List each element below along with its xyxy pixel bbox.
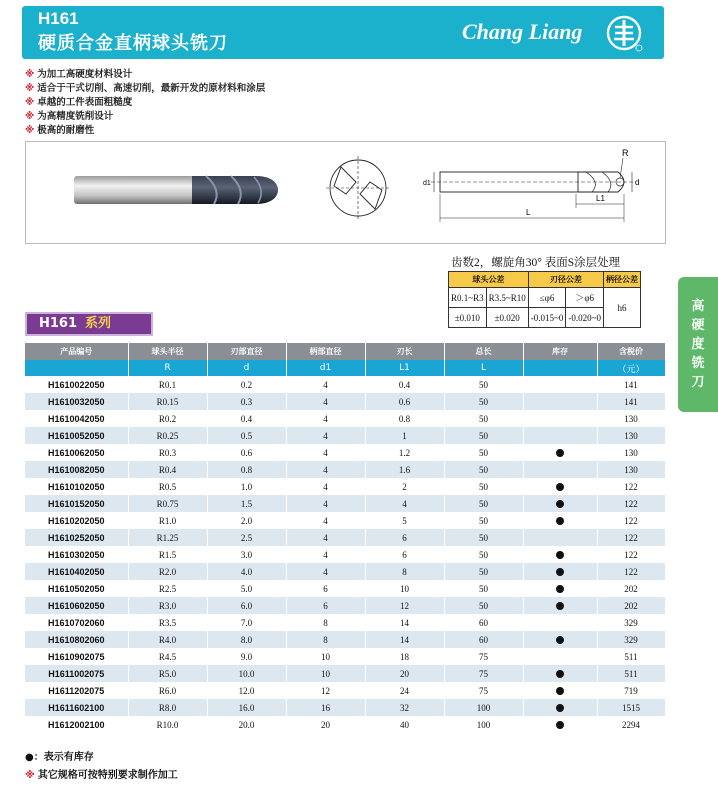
feature-mark: ※ bbox=[25, 97, 35, 108]
table-cell: 2294 bbox=[597, 716, 665, 733]
table-cell: 122 bbox=[597, 512, 665, 529]
table-cell: 1 bbox=[365, 427, 444, 444]
table-cell: 511 bbox=[597, 648, 665, 665]
table-cell: 4 bbox=[286, 427, 365, 444]
stock-cell bbox=[523, 410, 597, 427]
label-L: L bbox=[526, 208, 531, 217]
table-row bbox=[25, 410, 665, 427]
table-cell: 4 bbox=[286, 444, 365, 461]
tolerance-table bbox=[448, 271, 641, 328]
stock-cell bbox=[523, 512, 597, 529]
tol-head-ball: 球头公差 bbox=[449, 272, 529, 288]
table-cell: 4 bbox=[286, 495, 365, 512]
tolerance-note: 齿数2，螺旋角30° 表面S涂层处理 bbox=[451, 257, 621, 269]
table-cell: 9.0 bbox=[207, 648, 286, 665]
table-cell: R0.2 bbox=[128, 410, 207, 427]
product-title: 硬质合金直柄球头铣刀 bbox=[38, 33, 228, 54]
feature-item: ※ 极高的耐磨性 bbox=[25, 125, 95, 136]
column-header: 含税价 bbox=[597, 343, 665, 360]
stock-cell bbox=[523, 376, 597, 393]
product-code-cell: H1610302050 bbox=[25, 546, 128, 563]
table-cell: R2.0 bbox=[128, 563, 207, 580]
tool-drawings bbox=[26, 142, 665, 243]
table-row bbox=[25, 444, 665, 461]
feature-item: ※ 适合于干式切削、高速切削，最新开发的原材料和涂层 bbox=[25, 83, 266, 94]
table-cell: R1.5 bbox=[128, 546, 207, 563]
label-L1: L1 bbox=[596, 194, 605, 203]
table-cell: 511 bbox=[597, 665, 665, 682]
stock-cell bbox=[523, 563, 597, 580]
feature-mark: ※ bbox=[25, 111, 35, 122]
table-cell: 4 bbox=[286, 410, 365, 427]
tol-head-blade: 刃径公差 bbox=[528, 272, 603, 288]
table-row bbox=[25, 682, 665, 699]
tool-drawing-panel bbox=[25, 141, 666, 244]
table-cell: 4 bbox=[286, 529, 365, 546]
table-cell: 130 bbox=[597, 427, 665, 444]
tol-cell: -0.020~0 bbox=[566, 308, 604, 328]
table-cell: 20 bbox=[365, 665, 444, 682]
table-row bbox=[25, 393, 665, 410]
in-stock-dot-icon bbox=[556, 670, 564, 678]
table-cell: 4 bbox=[286, 512, 365, 529]
label-R: R bbox=[622, 148, 629, 158]
table-cell: R6.0 bbox=[128, 682, 207, 699]
table-cell: 50 bbox=[444, 529, 523, 546]
table-row bbox=[25, 716, 665, 733]
stock-cell bbox=[523, 546, 597, 563]
column-symbol: （元） bbox=[597, 360, 665, 376]
stock-cell bbox=[523, 529, 597, 546]
feature-mark: ※ bbox=[25, 125, 35, 136]
column-symbol: d bbox=[207, 360, 286, 376]
table-row bbox=[25, 376, 665, 393]
custom-footnote: ※ 其它规格可按特别要求制作加工 bbox=[25, 770, 178, 781]
column-symbol: d1 bbox=[286, 360, 365, 376]
column-header: 刃部直径 bbox=[207, 343, 286, 360]
table-cell: 122 bbox=[597, 529, 665, 546]
table-cell: R10.0 bbox=[128, 716, 207, 733]
in-stock-dot-icon bbox=[556, 687, 564, 695]
table-cell: 12 bbox=[286, 682, 365, 699]
stock-cell bbox=[523, 699, 597, 716]
table-cell: 4 bbox=[286, 478, 365, 495]
table-cell: 60 bbox=[444, 614, 523, 631]
table-cell: 14 bbox=[365, 614, 444, 631]
in-stock-dot-icon bbox=[556, 568, 564, 576]
table-cell: 8 bbox=[365, 563, 444, 580]
column-header: 产品编号 bbox=[25, 343, 128, 360]
table-row bbox=[25, 546, 665, 563]
tool-end-view bbox=[326, 156, 390, 220]
stock-footnote: ●：表示有库存 bbox=[25, 752, 94, 763]
brand-logo-icon bbox=[605, 14, 643, 52]
in-stock-dot-icon bbox=[556, 500, 564, 508]
product-code-cell: H1612002100 bbox=[25, 716, 128, 733]
table-cell: R0.3 bbox=[128, 444, 207, 461]
stock-cell bbox=[523, 682, 597, 699]
table-cell: 0.4 bbox=[365, 376, 444, 393]
label-d: d bbox=[635, 178, 640, 187]
table-cell: 8 bbox=[286, 614, 365, 631]
table-cell: 122 bbox=[597, 478, 665, 495]
table-cell: 16 bbox=[286, 699, 365, 716]
table-cell: 5 bbox=[365, 512, 444, 529]
table-cell: 50 bbox=[444, 444, 523, 461]
table-row bbox=[25, 563, 665, 580]
table-cell: 24 bbox=[365, 682, 444, 699]
table-cell: 202 bbox=[597, 597, 665, 614]
product-code-cell: H1610022050 bbox=[25, 376, 128, 393]
tool-photo bbox=[74, 176, 278, 204]
table-cell: 100 bbox=[444, 699, 523, 716]
table-cell: 719 bbox=[597, 682, 665, 699]
table-cell: 0.5 bbox=[207, 427, 286, 444]
table-cell: 10 bbox=[365, 580, 444, 597]
column-symbol: L bbox=[444, 360, 523, 376]
label-d1: d1 bbox=[423, 180, 431, 187]
table-cell: R0.25 bbox=[128, 427, 207, 444]
table-cell: R3.0 bbox=[128, 597, 207, 614]
table-cell: 6 bbox=[286, 597, 365, 614]
table-cell: 122 bbox=[597, 546, 665, 563]
column-header: 刃长 bbox=[365, 343, 444, 360]
table-cell: 50 bbox=[444, 512, 523, 529]
in-stock-dot-icon bbox=[556, 636, 564, 644]
table-cell: 0.2 bbox=[207, 376, 286, 393]
side-category-tab[interactable]: 高 硬 度 铣 刀 bbox=[678, 277, 718, 412]
stock-cell bbox=[523, 495, 597, 512]
stock-cell bbox=[523, 427, 597, 444]
table-row bbox=[25, 631, 665, 648]
table-cell: 122 bbox=[597, 495, 665, 512]
feature-item: ※ 为高精度铣削设计 bbox=[25, 111, 114, 122]
table-cell: 4.0 bbox=[207, 563, 286, 580]
table-cell: 0.8 bbox=[365, 410, 444, 427]
column-header: 总长 bbox=[444, 343, 523, 360]
table-cell: 130 bbox=[597, 461, 665, 478]
table-cell: R0.5 bbox=[128, 478, 207, 495]
table-row bbox=[25, 665, 665, 682]
tol-cell: R0.1~R3 bbox=[449, 288, 487, 308]
table-cell: R2.5 bbox=[128, 580, 207, 597]
tol-cell: R3.5~R10 bbox=[486, 288, 528, 308]
product-code-cell: H1610052050 bbox=[25, 427, 128, 444]
table-cell: 3.0 bbox=[207, 546, 286, 563]
table-cell: 1.2 bbox=[365, 444, 444, 461]
table-cell: R5.0 bbox=[128, 665, 207, 682]
in-stock-dot-icon bbox=[556, 517, 564, 525]
table-row bbox=[25, 427, 665, 444]
stock-cell bbox=[523, 580, 597, 597]
product-code-cell: H1610042050 bbox=[25, 410, 128, 427]
tol-cell: ≤φ6 bbox=[528, 288, 566, 308]
product-code-cell: H1611002075 bbox=[25, 665, 128, 682]
table-cell: 50 bbox=[444, 410, 523, 427]
table-row bbox=[25, 648, 665, 665]
column-symbol bbox=[523, 360, 597, 376]
feature-item: ※ 卓越的工件表面粗糙度 bbox=[25, 97, 133, 108]
table-cell: 12 bbox=[365, 597, 444, 614]
table-cell: 50 bbox=[444, 495, 523, 512]
table-cell: R0.15 bbox=[128, 393, 207, 410]
table-row bbox=[25, 529, 665, 546]
table-cell: 6.0 bbox=[207, 597, 286, 614]
feature-item: ※ 为加工高硬度材料设计 bbox=[25, 69, 133, 80]
table-cell: 0.3 bbox=[207, 393, 286, 410]
product-code-cell: H1610202050 bbox=[25, 512, 128, 529]
in-stock-dot-icon bbox=[556, 585, 564, 593]
stock-cell bbox=[523, 648, 597, 665]
table-cell: 122 bbox=[597, 563, 665, 580]
table-cell: R0.75 bbox=[128, 495, 207, 512]
table-cell: R4.5 bbox=[128, 648, 207, 665]
table-row bbox=[25, 495, 665, 512]
table-cell: 4 bbox=[286, 461, 365, 478]
table-cell: 40 bbox=[365, 716, 444, 733]
table-cell: 20.0 bbox=[207, 716, 286, 733]
table-cell: 50 bbox=[444, 478, 523, 495]
header-banner bbox=[22, 6, 664, 59]
table-row bbox=[25, 580, 665, 597]
table-cell: R8.0 bbox=[128, 699, 207, 716]
table-row bbox=[25, 614, 665, 631]
table-cell: 32 bbox=[365, 699, 444, 716]
column-header: 球头半径 bbox=[128, 343, 207, 360]
table-cell: 0.8 bbox=[207, 461, 286, 478]
table-row bbox=[25, 478, 665, 495]
table-row bbox=[25, 512, 665, 529]
table-cell: 75 bbox=[444, 682, 523, 699]
tol-cell: h6 bbox=[604, 288, 641, 328]
table-cell: R3.5 bbox=[128, 614, 207, 631]
table-cell: 16.0 bbox=[207, 699, 286, 716]
column-header: 库存 bbox=[523, 343, 597, 360]
series-code: H161 bbox=[39, 316, 78, 331]
brand-name: Chang Liang bbox=[462, 19, 583, 44]
in-stock-dot-icon bbox=[556, 551, 564, 559]
table-cell: 20 bbox=[286, 716, 365, 733]
table-cell: 2 bbox=[365, 478, 444, 495]
column-symbol bbox=[25, 360, 128, 376]
product-code-cell: H1610902075 bbox=[25, 648, 128, 665]
table-cell: R0.4 bbox=[128, 461, 207, 478]
product-code-cell: H1610802060 bbox=[25, 631, 128, 648]
feature-mark: ※ bbox=[25, 83, 35, 94]
product-code-cell: H1610702060 bbox=[25, 614, 128, 631]
stock-cell bbox=[523, 444, 597, 461]
table-cell: 130 bbox=[597, 410, 665, 427]
table-cell: 0.4 bbox=[207, 410, 286, 427]
stock-cell bbox=[523, 665, 597, 682]
table-cell: 141 bbox=[597, 376, 665, 393]
table-cell: R0.1 bbox=[128, 376, 207, 393]
stock-cell bbox=[523, 478, 597, 495]
table-cell: 4 bbox=[286, 563, 365, 580]
table-cell: 0.6 bbox=[207, 444, 286, 461]
series-badge bbox=[25, 312, 153, 336]
stock-cell bbox=[523, 716, 597, 733]
tol-cell: -0.015~0 bbox=[528, 308, 566, 328]
table-cell: 50 bbox=[444, 597, 523, 614]
table-cell: 4 bbox=[365, 495, 444, 512]
stock-cell bbox=[523, 614, 597, 631]
table-cell: 50 bbox=[444, 393, 523, 410]
table-cell: 8.0 bbox=[207, 631, 286, 648]
product-code-cell: H1611202075 bbox=[25, 682, 128, 699]
product-table bbox=[25, 343, 666, 733]
stock-cell bbox=[523, 393, 597, 410]
product-code-cell: H1610082050 bbox=[25, 461, 128, 478]
stock-cell bbox=[523, 461, 597, 478]
table-cell: 75 bbox=[444, 648, 523, 665]
table-cell: 0.6 bbox=[365, 393, 444, 410]
table-cell: R1.25 bbox=[128, 529, 207, 546]
table-cell: 50 bbox=[444, 376, 523, 393]
table-cell: 75 bbox=[444, 665, 523, 682]
product-code-cell: H1610062050 bbox=[25, 444, 128, 461]
product-code: H161 bbox=[38, 9, 79, 28]
table-row bbox=[25, 461, 665, 478]
product-code-cell: H1610502050 bbox=[25, 580, 128, 597]
product-code-cell: H1610252050 bbox=[25, 529, 128, 546]
table-cell: 141 bbox=[597, 393, 665, 410]
table-cell: 2.5 bbox=[207, 529, 286, 546]
product-code-cell: H1610032050 bbox=[25, 393, 128, 410]
in-stock-dot-icon bbox=[556, 449, 564, 457]
table-cell: R1.0 bbox=[128, 512, 207, 529]
column-header: 柄部直径 bbox=[286, 343, 365, 360]
table-cell: 60 bbox=[444, 631, 523, 648]
table-cell: 100 bbox=[444, 716, 523, 733]
table-row bbox=[25, 699, 665, 716]
product-code-cell: H1610102050 bbox=[25, 478, 128, 495]
table-cell: 4 bbox=[286, 546, 365, 563]
product-code-cell: H1610152050 bbox=[25, 495, 128, 512]
in-stock-dot-icon bbox=[556, 483, 564, 491]
table-cell: 10 bbox=[286, 648, 365, 665]
table-cell: 4 bbox=[286, 393, 365, 410]
series-label: 系列 bbox=[85, 316, 112, 331]
tool-side-drawing bbox=[431, 158, 636, 222]
table-cell: 10.0 bbox=[207, 665, 286, 682]
product-code-cell: H1610402050 bbox=[25, 563, 128, 580]
table-cell: 1515 bbox=[597, 699, 665, 716]
table-cell: 14 bbox=[365, 631, 444, 648]
table-cell: 130 bbox=[597, 444, 665, 461]
table-cell: 202 bbox=[597, 580, 665, 597]
table-cell: 5.0 bbox=[207, 580, 286, 597]
product-code-cell: H1611602100 bbox=[25, 699, 128, 716]
tol-cell: ±0.010 bbox=[449, 308, 487, 328]
in-stock-dot-icon bbox=[556, 602, 564, 610]
table-cell: 10 bbox=[286, 665, 365, 682]
table-cell: 6 bbox=[286, 580, 365, 597]
table-cell: 329 bbox=[597, 631, 665, 648]
in-stock-dot-icon bbox=[556, 721, 564, 729]
table-cell: 50 bbox=[444, 580, 523, 597]
table-cell: 50 bbox=[444, 427, 523, 444]
table-cell: 329 bbox=[597, 614, 665, 631]
table-cell: R4.0 bbox=[128, 631, 207, 648]
column-symbol: L1 bbox=[365, 360, 444, 376]
tol-cell: ＞φ6 bbox=[566, 288, 604, 308]
stock-cell bbox=[523, 631, 597, 648]
table-cell: 2.0 bbox=[207, 512, 286, 529]
column-symbol: R bbox=[128, 360, 207, 376]
table-row bbox=[25, 597, 665, 614]
in-stock-dot-icon bbox=[556, 704, 564, 712]
footnote-mark: ※ bbox=[25, 770, 35, 781]
tol-cell: ±0.020 bbox=[486, 308, 528, 328]
tol-head-shank: 柄径公差 bbox=[604, 272, 641, 288]
table-cell: 50 bbox=[444, 461, 523, 478]
feature-list bbox=[25, 68, 265, 138]
table-cell: 1.0 bbox=[207, 478, 286, 495]
feature-mark: ※ bbox=[25, 69, 35, 80]
table-cell: 12.0 bbox=[207, 682, 286, 699]
product-code-cell: H1610602050 bbox=[25, 597, 128, 614]
table-cell: 18 bbox=[365, 648, 444, 665]
table-cell: 8 bbox=[286, 631, 365, 648]
table-cell: 6 bbox=[365, 529, 444, 546]
table-cell: 1.5 bbox=[207, 495, 286, 512]
table-cell: 1.6 bbox=[365, 461, 444, 478]
stock-cell bbox=[523, 597, 597, 614]
table-cell: 7.0 bbox=[207, 614, 286, 631]
table-cell: 6 bbox=[365, 546, 444, 563]
table-cell: 50 bbox=[444, 563, 523, 580]
table-cell: 4 bbox=[286, 376, 365, 393]
table-cell: 50 bbox=[444, 546, 523, 563]
